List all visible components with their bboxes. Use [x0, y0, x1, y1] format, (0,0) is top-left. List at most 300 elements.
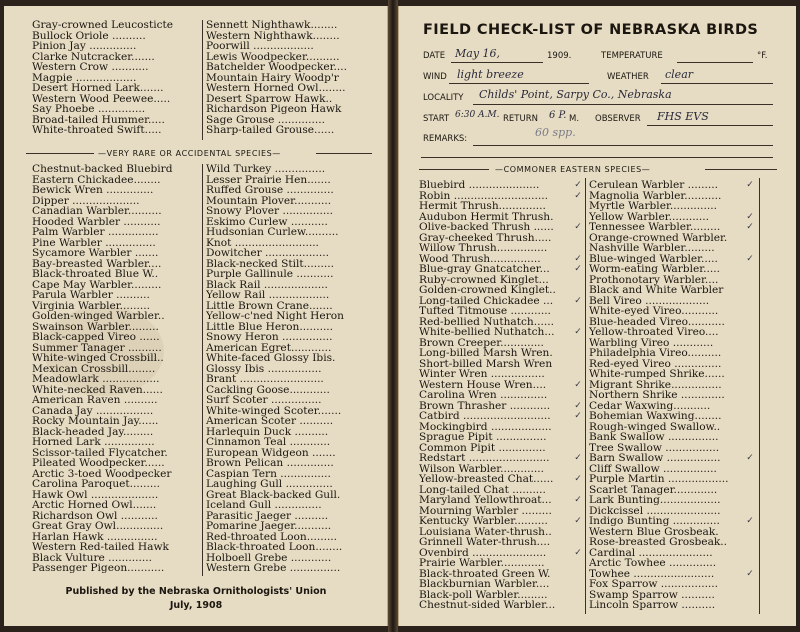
species-row: Poorwill ..................: [206, 41, 314, 52]
weather-label: WEATHER: [607, 72, 649, 82]
check-blank: [745, 558, 755, 569]
species-row: Louisiana Water-thrush..: [419, 526, 552, 537]
species-row: Chestnut-backed Bluebird: [32, 164, 173, 175]
species-row: Kentucky Warbler..........: [419, 516, 548, 527]
check-blank: [573, 600, 583, 611]
column-divider: [759, 178, 760, 614]
check-blank: [745, 359, 755, 370]
species-row: Parula Warbler ..........: [32, 290, 150, 301]
species-row: Audubon Hermit Thrush.: [419, 211, 554, 222]
species-row: Lewis Woodpecker..........: [206, 51, 340, 62]
checks-column-a: [573, 180, 583, 611]
check-blank: [745, 411, 755, 422]
species-row: Bullock Oriole ..........: [32, 30, 146, 41]
check-blank: [573, 233, 583, 244]
check-blank: [573, 506, 583, 517]
species-row: Ruby-crowned Kinglet...: [419, 274, 549, 285]
observer-value: FHS EVS: [657, 110, 709, 123]
species-row: White-eyed Vireo...........: [589, 306, 719, 317]
species-row: Dipper ....................: [32, 195, 140, 206]
top-list-b: [206, 20, 374, 136]
check-mark: ✓: [746, 568, 754, 579]
rule-left: [419, 169, 489, 170]
species-row: Pomarine Jaeger...........: [206, 521, 332, 532]
species-row: Yellow Rail ..................: [206, 290, 330, 301]
species-row: Red-bellied Nuthatch......: [419, 316, 554, 327]
rare-section-title: —VERY RARE OR ACCIDENTAL SPECIES—: [98, 149, 281, 158]
species-row: Indigo Bunting ..............: [589, 516, 720, 527]
date-value: May 16,: [455, 47, 501, 60]
check-blank: [745, 390, 755, 401]
weather-line: [661, 83, 773, 84]
species-row: American Scoter ..........: [206, 416, 334, 427]
species-row: White-winged Crossbill..: [32, 353, 164, 364]
species-row: Scarlet Tanager.............: [589, 484, 718, 495]
check-blank: [573, 317, 583, 328]
remarks-line: [473, 145, 773, 146]
species-row: Carolina Paroquet.........: [32, 479, 160, 490]
check-blank: [573, 390, 583, 401]
species-row: Yellow Warbler............: [589, 211, 710, 222]
species-row: Bay-breasted Warbler....: [32, 258, 162, 269]
species-row: Black-headed Jay.........: [32, 426, 154, 437]
checks-column-b: [745, 180, 755, 611]
check-mark: ✓: [574, 379, 582, 390]
species-row: Western Nighthawk........: [206, 30, 340, 41]
species-row: Eskimo Curlew ...........: [206, 216, 328, 227]
species-row: Sprague Pipit ...............: [419, 432, 547, 443]
species-row: Robin ............................: [419, 190, 549, 201]
check-blank: [745, 338, 755, 349]
species-row: Cackling Goose............: [206, 384, 330, 395]
date-label: DATE: [423, 51, 446, 61]
observer-line: [647, 125, 773, 126]
species-row: Parasitic Jaeger ..........: [206, 510, 329, 521]
species-row: Carolina Wren ..............: [419, 390, 548, 401]
species-row: Black-necked Stilt.........: [206, 258, 334, 269]
species-row: Black-throated Blue W..: [32, 269, 159, 280]
check-blank: [573, 422, 583, 433]
start-label: START: [423, 114, 450, 124]
check-blank: [573, 359, 583, 370]
species-row: White-winged Scoter.......: [206, 405, 342, 416]
species-row: Mountain Hairy Woodp'r: [206, 72, 339, 83]
check-blank: [573, 285, 583, 296]
species-row: Arctic Horned Owl.......: [32, 500, 157, 511]
species-row: Little Blue Heron..........: [206, 321, 334, 332]
species-row: Eastern Chickadee........: [32, 174, 161, 185]
check-blank: [573, 275, 583, 286]
species-row: Western Red-tailed Hawk: [32, 542, 169, 553]
check-mark: ✓: [574, 264, 582, 274]
rule-left: [26, 153, 94, 154]
species-row: Sage Grouse ..............: [206, 114, 325, 125]
check-blank: [573, 527, 583, 538]
date-line: [451, 62, 543, 63]
species-row: Cliff Swallow ................: [589, 463, 717, 474]
species-row: Red-throated Loon.........: [206, 531, 338, 542]
species-row: Bluebird .....................: [419, 180, 540, 191]
rare-list-a: [32, 164, 202, 574]
check-mark: ✓: [574, 453, 582, 463]
check-blank: [745, 233, 755, 244]
check-mark: ✓: [574, 295, 582, 306]
check-blank: [745, 243, 755, 254]
common-list-a: [419, 180, 579, 611]
species-row: Western Blue Grosbeak.: [589, 526, 719, 537]
check-blank: [573, 243, 583, 254]
return-label: RETURN: [503, 114, 538, 124]
species-row: Virginia Warbler.........: [32, 300, 150, 311]
species-row: Wood Thrush...............: [419, 253, 541, 264]
species-row: White-necked Raven......: [32, 384, 163, 395]
species-row: Bank Swallow ...............: [589, 432, 719, 443]
species-row: American Raven ..........: [32, 395, 158, 406]
species-row: Black-throated Loon........: [206, 542, 343, 553]
observer-label: OBSERVER: [595, 114, 641, 124]
check-blank: [745, 432, 755, 443]
species-row: Knot .........................: [206, 237, 319, 248]
rare-list-b: [206, 164, 374, 574]
species-row: Long-tailed Chickadee ...: [419, 295, 554, 306]
species-row: Richardson Owl ...........: [32, 510, 158, 521]
check-mark: ✓: [574, 222, 582, 232]
species-row: Cinnamon Teal ............: [206, 437, 331, 448]
species-row: Golden-winged Warbler..: [32, 311, 165, 322]
species-row: Gray-cheeked Thrush.....: [419, 232, 552, 243]
species-row: Harlan Hawk ...............: [32, 531, 158, 542]
species-row: Towhee ........................: [589, 568, 715, 579]
species-row: Black-poll Warbler.........: [419, 589, 548, 600]
species-row: Richardson Pigeon Hawk: [206, 104, 342, 115]
species-row: Yellow-throated Vireo....: [589, 327, 719, 338]
check-blank: [573, 590, 583, 601]
species-row: Brown Creeper.............: [419, 337, 544, 348]
check-blank: [745, 474, 755, 485]
species-row: Black Vulture .............: [32, 552, 152, 563]
check-blank: [745, 306, 755, 317]
species-row: Brown Pelican ..............: [206, 458, 334, 469]
species-row: Rose-breasted Grosbeak..: [589, 537, 728, 548]
species-row: Canada Jay .................: [32, 405, 154, 416]
species-row: Desert Sparrow Hawk..: [206, 93, 333, 104]
check-blank: [745, 495, 755, 506]
species-row: Ovenbird ......................: [419, 547, 547, 558]
check-mark: ✓: [574, 411, 582, 421]
species-row: Hermit Thrush..............: [419, 201, 546, 212]
species-row: Sycamore Warbler .......: [32, 248, 159, 259]
species-row: Willow Thrush...............: [419, 243, 548, 254]
wind-line: [449, 83, 589, 84]
check-mark: ✓: [574, 547, 582, 558]
species-row: Myrtle Warbler..............: [589, 201, 718, 212]
species-row: Arctic Towhee ..............: [589, 558, 717, 569]
species-row: Blue-headed Vireo...........: [589, 316, 725, 327]
check-blank: [745, 327, 755, 338]
column-divider: [585, 178, 586, 614]
species-row: Surf Scoter ...............: [206, 395, 322, 406]
species-row: Cape May Warbler.........: [32, 279, 162, 290]
species-row: Harlequin Duck ..........: [206, 426, 329, 437]
species-row: Tufted Titmouse ............: [419, 306, 551, 317]
species-row: Hudsonian Curlew..........: [206, 227, 339, 238]
species-row: Swainson Warbler.........: [32, 321, 159, 332]
species-row: Western Horned Owl........: [206, 83, 346, 94]
species-row: White-bellied Nuthatch...: [419, 327, 555, 338]
species-row: Cardinal ......................: [589, 547, 713, 558]
species-row: Little Brown Crane.......: [206, 300, 333, 311]
check-blank: [745, 527, 755, 538]
check-blank: [573, 537, 583, 548]
species-row: Dowitcher ...................: [206, 248, 330, 259]
check-blank: [745, 443, 755, 454]
species-row: Olive-backed Thrush ......: [419, 222, 554, 233]
species-row: Western House Wren....: [419, 379, 547, 390]
check-mark: ✓: [746, 453, 754, 463]
check-mark: ✓: [574, 180, 582, 190]
check-blank: [745, 506, 755, 517]
species-row: Broad-tailed Hummer.....: [32, 114, 165, 125]
species-row: Ruffed Grouse ..............: [206, 185, 334, 196]
species-row: Snowy Heron ...............: [206, 332, 333, 343]
check-mark: ✓: [574, 253, 582, 264]
check-blank: [745, 485, 755, 496]
top-list-a: [32, 20, 202, 136]
species-row: Clarke Nutcracker.......: [32, 51, 155, 62]
species-row: European Widgeon .......: [206, 447, 336, 458]
species-row: Rough-winged Swallow..: [589, 421, 721, 432]
species-row: Lesser Prairie Hen.......: [206, 174, 331, 185]
species-row: Golden-crowned Kinglet..: [419, 285, 556, 296]
species-row: Prairie Warbler.............: [419, 558, 545, 569]
species-row: Long-tailed Chat ..........: [419, 484, 546, 495]
temperature-line: [677, 62, 753, 63]
check-blank: [745, 590, 755, 601]
check-mark: ✓: [746, 211, 754, 222]
species-row: Blue-gray Gnatcatcher...: [419, 264, 550, 275]
locality-line: [473, 104, 773, 105]
species-row: Bohemian Waxwing........: [589, 411, 722, 422]
species-row: Canadian Warbler..........: [32, 206, 162, 217]
species-row: Black-throated Green W.: [419, 568, 551, 579]
remarks-line-2: [421, 157, 773, 158]
check-blank: [573, 569, 583, 580]
check-blank: [745, 464, 755, 475]
year-value: 1909.: [547, 51, 572, 61]
species-row: Short-billed Marsh Wren: [419, 358, 553, 369]
species-row: Migrant Shrike...............: [589, 379, 722, 390]
check-blank: [745, 579, 755, 590]
species-row: Pine Warbler ...............: [32, 237, 156, 248]
check-blank: [745, 201, 755, 212]
species-row: Lincoln Sparrow ..........: [589, 600, 716, 611]
species-row: Gray-crowned Leucosticte: [32, 20, 174, 31]
start-value: 6:30 A.M.: [455, 110, 500, 120]
publication-date: July, 1908: [169, 600, 223, 611]
species-row: Magnolia Warbler...........: [589, 190, 722, 201]
check-blank: [573, 369, 583, 380]
check-blank: [573, 348, 583, 359]
check-blank: [745, 275, 755, 286]
rule-right: [705, 169, 777, 170]
check-blank: [745, 317, 755, 328]
species-row: Tennessee Warbler.........: [589, 222, 721, 233]
species-row: Mexican Crossbill........: [32, 363, 156, 374]
species-row: Western Grebe ...............: [206, 563, 341, 574]
remarks-value: 60 spp.: [535, 126, 576, 139]
check-blank: [745, 548, 755, 559]
species-row: Iceland Gull ..............: [206, 500, 322, 511]
binding-gutter: [388, 0, 398, 632]
page-title: FIELD CHECK-LIST OF NEBRASKA BIRDS: [423, 22, 759, 38]
species-row: Pinion Jay ..............: [32, 41, 137, 52]
common-list-b: [589, 180, 749, 611]
species-row: Meadowlark .................: [32, 374, 160, 385]
species-row: Pileated Woodpecker......: [32, 458, 165, 469]
species-row: Wilson Warbler.............: [419, 463, 544, 474]
species-row: Magpie ..................: [32, 72, 137, 83]
species-row: Summer Tanager ..........: [32, 342, 162, 353]
species-row: Swamp Sparrow ..........: [589, 589, 715, 600]
species-row: Bewick Wren ..............: [32, 185, 154, 196]
species-row: Glossy Ibis ................: [206, 363, 322, 374]
species-row: Rocky Mountain Jay......: [32, 416, 159, 427]
check-blank: [573, 432, 583, 443]
species-row: Palm Warbler ...............: [32, 227, 159, 238]
check-blank: [745, 191, 755, 202]
wind-label: WIND: [423, 72, 447, 82]
check-blank: [573, 579, 583, 590]
species-row: Western Crow ...........: [32, 62, 149, 73]
species-row: Brown Thrasher ............: [419, 400, 551, 411]
check-mark: ✓: [574, 400, 582, 411]
species-row: Arctic 3-toed Woodpecker: [32, 468, 172, 479]
check-blank: [573, 306, 583, 317]
column-divider: [202, 20, 203, 140]
species-row: Black and White Warbler: [589, 285, 724, 296]
check-blank: [573, 338, 583, 349]
remarks-label: REMARKS:: [423, 134, 468, 144]
species-row: Mourning Warbler .........: [419, 505, 552, 516]
right-page: [398, 6, 796, 626]
species-row: Barn Swallow ................: [589, 453, 721, 464]
species-row: Great Gray Owl..............: [32, 521, 164, 532]
check-mark: ✓: [574, 495, 582, 505]
species-row: White-faced Glossy Ibis.: [206, 353, 336, 364]
species-row: Long-billed Marsh Wren.: [419, 348, 553, 359]
check-blank: [573, 558, 583, 569]
check-mark: ✓: [746, 180, 754, 190]
check-blank: [745, 369, 755, 380]
rule-right: [316, 153, 372, 154]
species-row: Cedar Waxwing...........: [589, 400, 711, 411]
species-row: Hawk Owl ....................: [32, 489, 159, 500]
species-row: Maryland Yellowthroat...: [419, 495, 552, 506]
species-row: Western Wood Peewee.....: [32, 93, 171, 104]
species-row: Winter Wren ................: [419, 369, 545, 380]
wind-value: light breeze: [457, 68, 524, 81]
locality-label: LOCALITY: [423, 93, 464, 103]
species-row: Wild Turkey ...............: [206, 164, 326, 175]
check-mark: ✓: [574, 474, 582, 484]
check-blank: [573, 485, 583, 496]
temperature-label: TEMPERATURE: [601, 51, 663, 61]
check-mark: ✓: [746, 222, 754, 232]
check-blank: [745, 285, 755, 296]
species-row: Catbird ..........................: [419, 411, 551, 422]
species-row: Mockingbird ..................: [419, 421, 552, 432]
species-row: Dickcissel ......................: [589, 505, 721, 516]
check-mark: ✓: [574, 516, 582, 526]
species-row: Mountain Plover...........: [206, 195, 332, 206]
species-row: Yellow-c'ned Night Heron: [206, 311, 344, 322]
check-mark: ✓: [574, 327, 582, 337]
species-row: Philadelphia Vireo..........: [589, 348, 722, 359]
species-row: Desert Horned Lark.......: [32, 83, 164, 94]
check-blank: [573, 464, 583, 475]
species-row: Holboell Grebe ............: [206, 552, 332, 563]
check-mark: ✓: [746, 253, 754, 264]
species-row: Purple Martin ..................: [589, 474, 729, 485]
species-row: Say Phoebe ..............: [32, 104, 146, 115]
species-row: Yellow-breasted Chat......: [419, 474, 554, 485]
check-blank: [745, 422, 755, 433]
species-row: Chestnut-sided Warbler...: [419, 600, 556, 611]
check-mark: ✓: [746, 516, 754, 526]
species-row: Tree Swallow ................: [589, 442, 720, 453]
check-blank: [745, 380, 755, 391]
species-row: Red-eyed Vireo ..............: [589, 358, 722, 369]
species-row: American Egret............: [206, 342, 332, 353]
check-blank: [745, 264, 755, 275]
publisher-line: Published by the Nebraska Ornithologists' Union: [65, 586, 327, 597]
species-row: White-throated Swift.....: [32, 125, 162, 136]
check-blank: [745, 600, 755, 611]
check-blank: [745, 348, 755, 359]
species-row: Prothonotary Warbler....: [589, 274, 719, 285]
species-row: Orange-crowned Warbler.: [589, 232, 728, 243]
species-row: Hooded Warbler ...........: [32, 216, 161, 227]
species-row: Black-capped Vireo ......: [32, 332, 160, 343]
species-row: Batchelder Woodpecker....: [206, 62, 348, 73]
species-row: Common Pipit ..............: [419, 442, 546, 453]
check-blank: [745, 401, 755, 412]
check-mark: ✓: [574, 190, 582, 201]
species-row: Passenger Pigeon...........: [32, 563, 165, 574]
species-row: Caspian Tern ...............: [206, 468, 331, 479]
species-row: Laughing Gull ..............: [206, 479, 333, 490]
species-row: Grinnell Water-thrush....: [419, 537, 551, 548]
locality-value: Childs' Point, Sarpy Co., Nebraska: [479, 88, 672, 101]
column-divider: [202, 164, 203, 576]
species-row: Cerulean Warbler .........: [589, 180, 718, 191]
check-blank: [573, 212, 583, 223]
check-blank: [573, 443, 583, 454]
species-row: Horned Lark ...............: [32, 437, 155, 448]
species-row: Blue-winged Warbler.....: [589, 253, 718, 264]
species-row: Northern Shrike .............: [589, 390, 725, 401]
species-row: Nashville Warbler.........: [589, 243, 715, 254]
temperature-unit: °F.: [757, 51, 768, 61]
check-blank: [573, 201, 583, 212]
species-row: Scissor-tailed Flycatcher.: [32, 447, 168, 458]
species-row: Blackburnian Warbler....: [419, 579, 550, 590]
left-page: [4, 6, 388, 626]
return-value: 6 P.: [549, 110, 567, 121]
species-row: Bell Vireo ...................: [589, 295, 710, 306]
check-blank: [745, 296, 755, 307]
species-row: Warbling Vireo ............: [589, 337, 714, 348]
